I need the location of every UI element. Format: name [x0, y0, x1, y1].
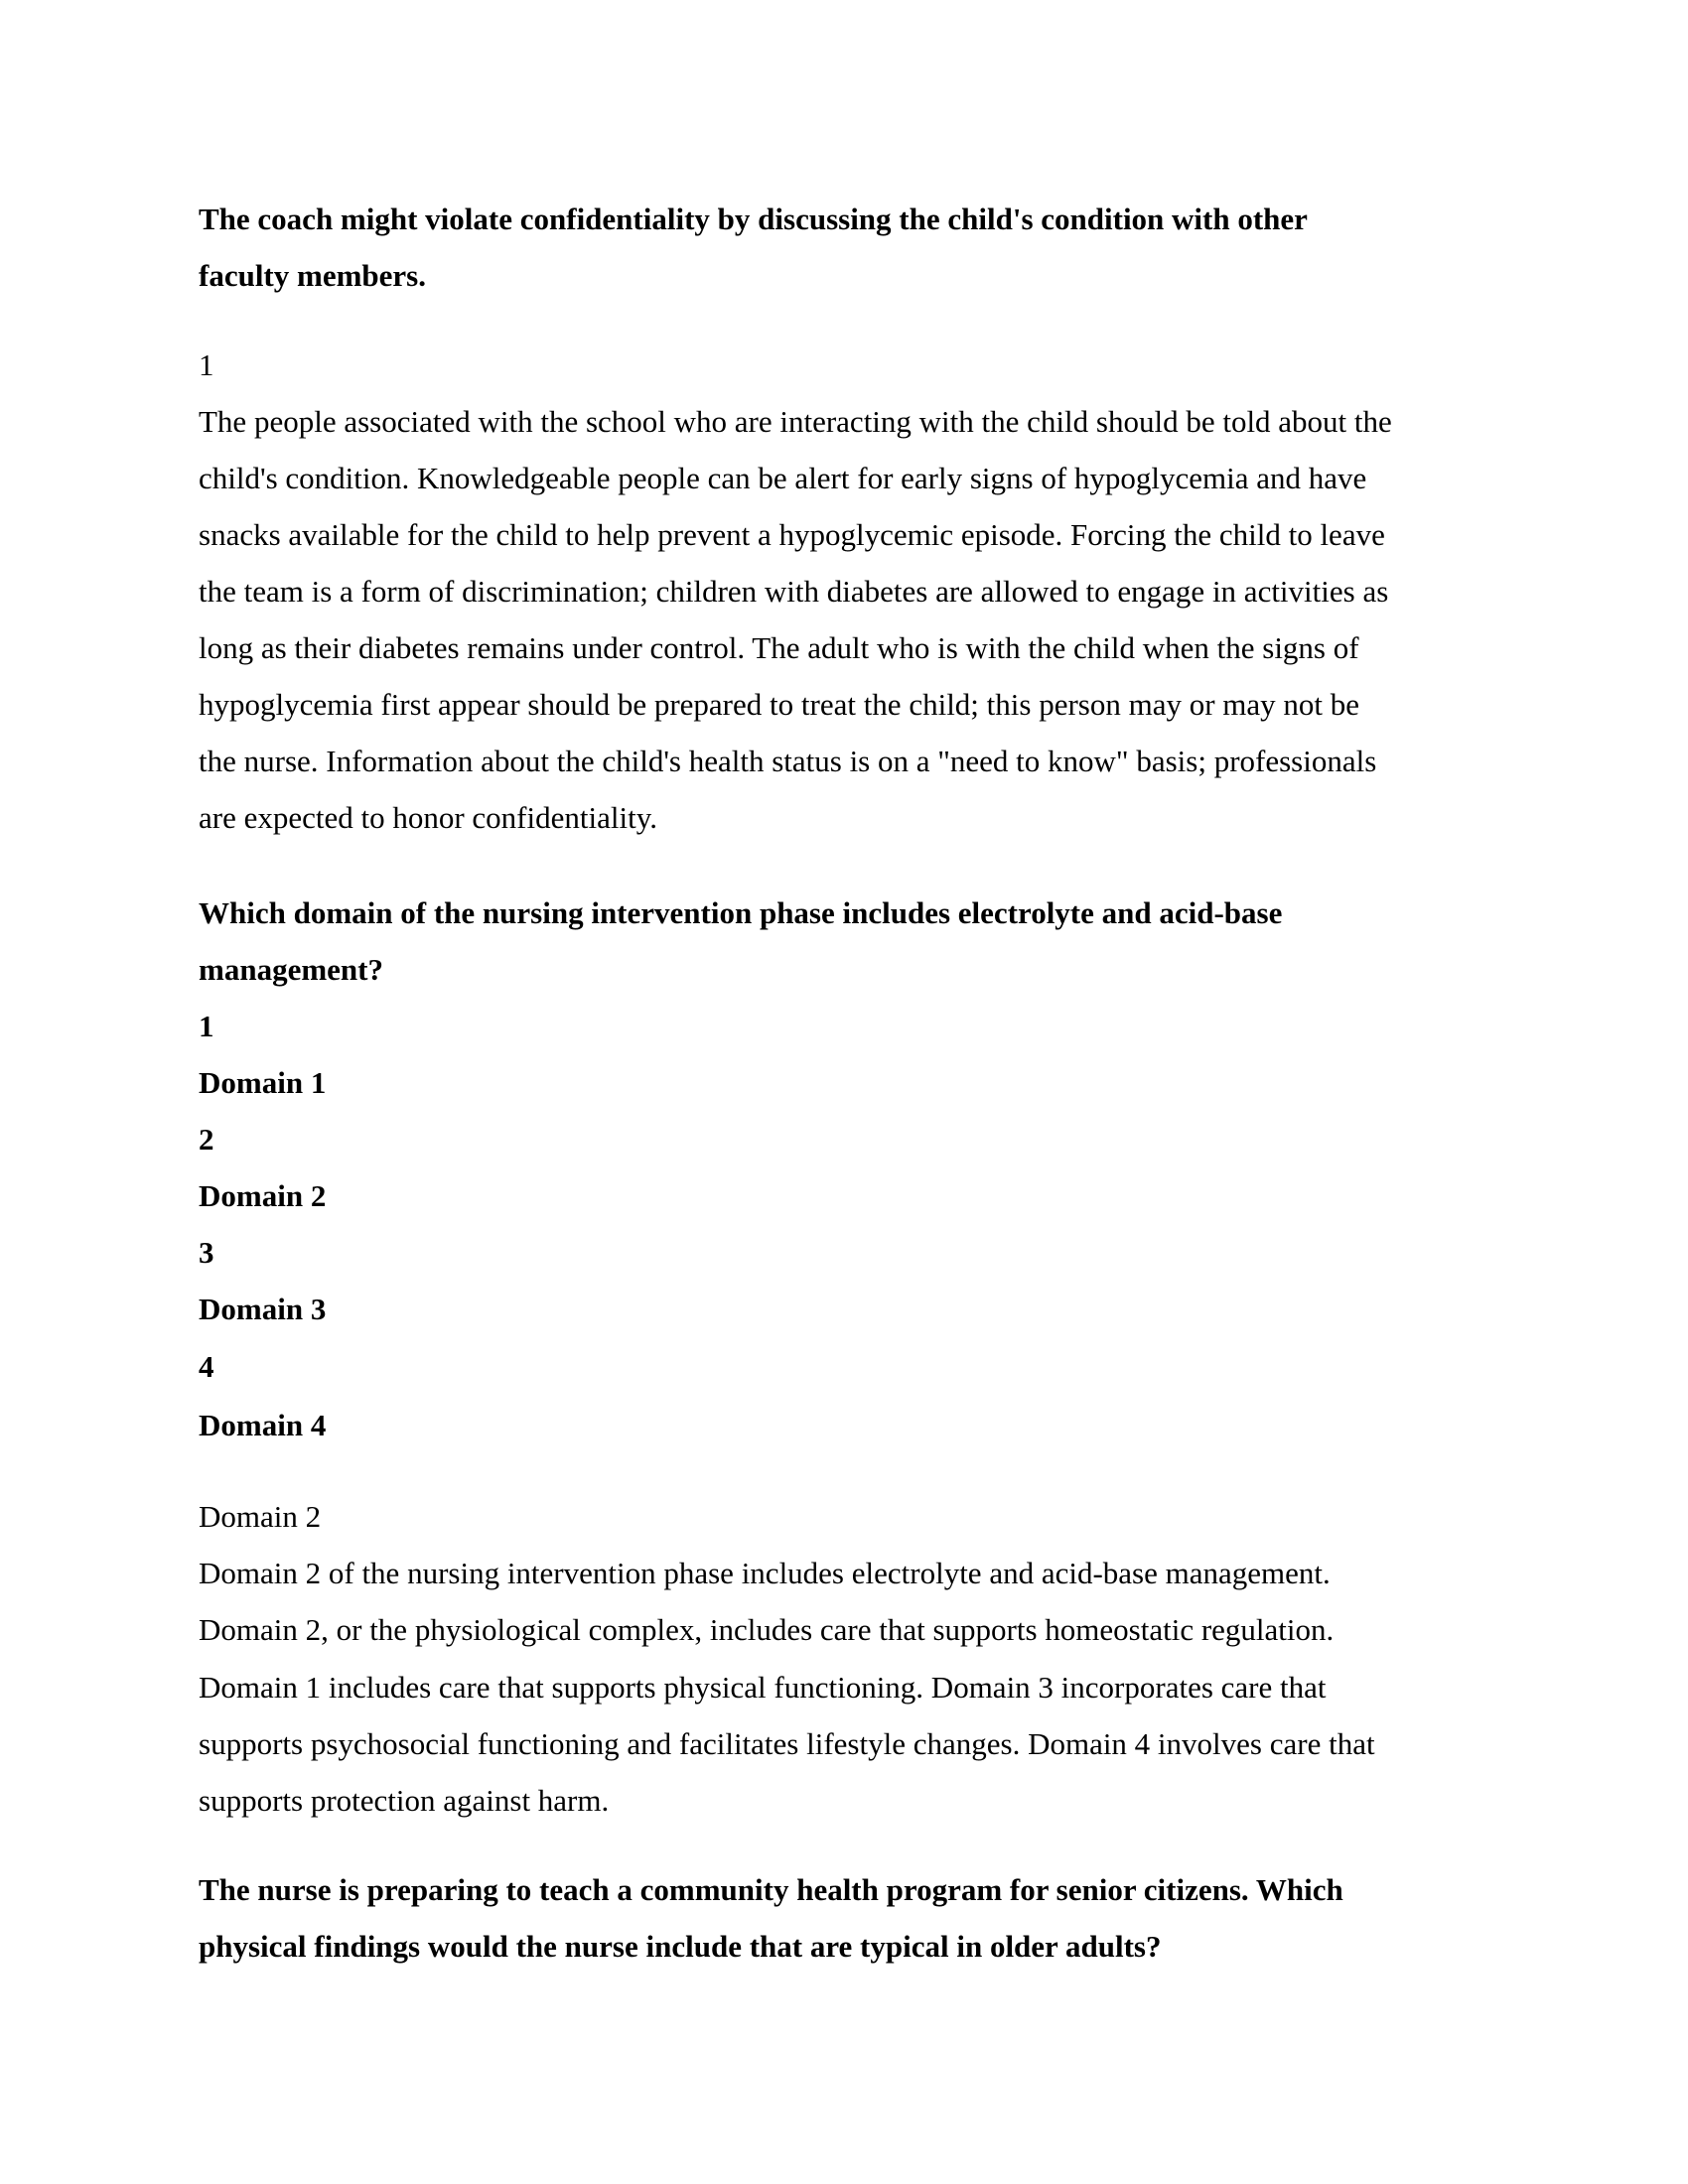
question-text-line: physical findings would the nurse include that are typical in older adults? [199, 1929, 1162, 1964]
question-text-line: The coach might violate confidentiality by discussing the child's condition with other [199, 202, 1308, 236]
question-text-line: Which domain of the nursing intervention phase includes electrolyte and acid-base [199, 895, 1283, 930]
rationale-line: Domain 1 includes care that supports physical functioning. Domain 3 incorporates care that [199, 1670, 1327, 1705]
rationale-line: are expected to honor confidentiality. [199, 800, 657, 835]
rationale-line: The people associated with the school who are interacting with the child should be told about the [199, 404, 1392, 439]
option-number-4: 4 [199, 1349, 214, 1384]
option-text-3: Domain 3 [199, 1292, 327, 1326]
answer-label: Domain 2 [199, 1499, 322, 1534]
option-text-4: Domain 4 [199, 1408, 327, 1442]
rationale-line: long as their diabetes remains under control. The adult who is with the child when the signs of [199, 630, 1359, 665]
option-number-2: 2 [199, 1122, 214, 1157]
rationale-line: the nurse. Information about the child's health status is on a "need to know" basis; professionals [199, 744, 1377, 778]
option-text-1: Domain 1 [199, 1065, 327, 1100]
answer-label: 1 [199, 347, 214, 382]
option-number-3: 3 [199, 1235, 214, 1270]
rationale-line: supports psychosocial functioning and facilitates lifestyle changes. Domain 4 involves care that [199, 1726, 1375, 1761]
rationale-line: hypoglycemia first appear should be prepared to treat the child; this person may or may not be [199, 687, 1360, 722]
rationale-line: the team is a form of discrimination; children with diabetes are allowed to engage in activities as [199, 574, 1389, 609]
rationale-line: snacks available for the child to help prevent a hypoglycemic episode. Forcing the child to leave [199, 517, 1385, 552]
rationale-line: Domain 2 of the nursing intervention phase includes electrolyte and acid-base management. [199, 1556, 1331, 1590]
rationale-line: child's condition. Knowledgeable people can be alert for early signs of hypoglycemia and have [199, 461, 1367, 495]
option-text-2: Domain 2 [199, 1178, 327, 1213]
rationale-line: Domain 2, or the physiological complex, includes care that supports homeostatic regulation. [199, 1612, 1335, 1647]
rationale-line: supports protection against harm. [199, 1783, 610, 1818]
question-text-line: faculty members. [199, 258, 426, 293]
question-text-line: management? [199, 952, 383, 987]
option-number-1: 1 [199, 1009, 214, 1043]
question-text-line: The nurse is preparing to teach a community health program for senior citizens. Which [199, 1872, 1343, 1907]
